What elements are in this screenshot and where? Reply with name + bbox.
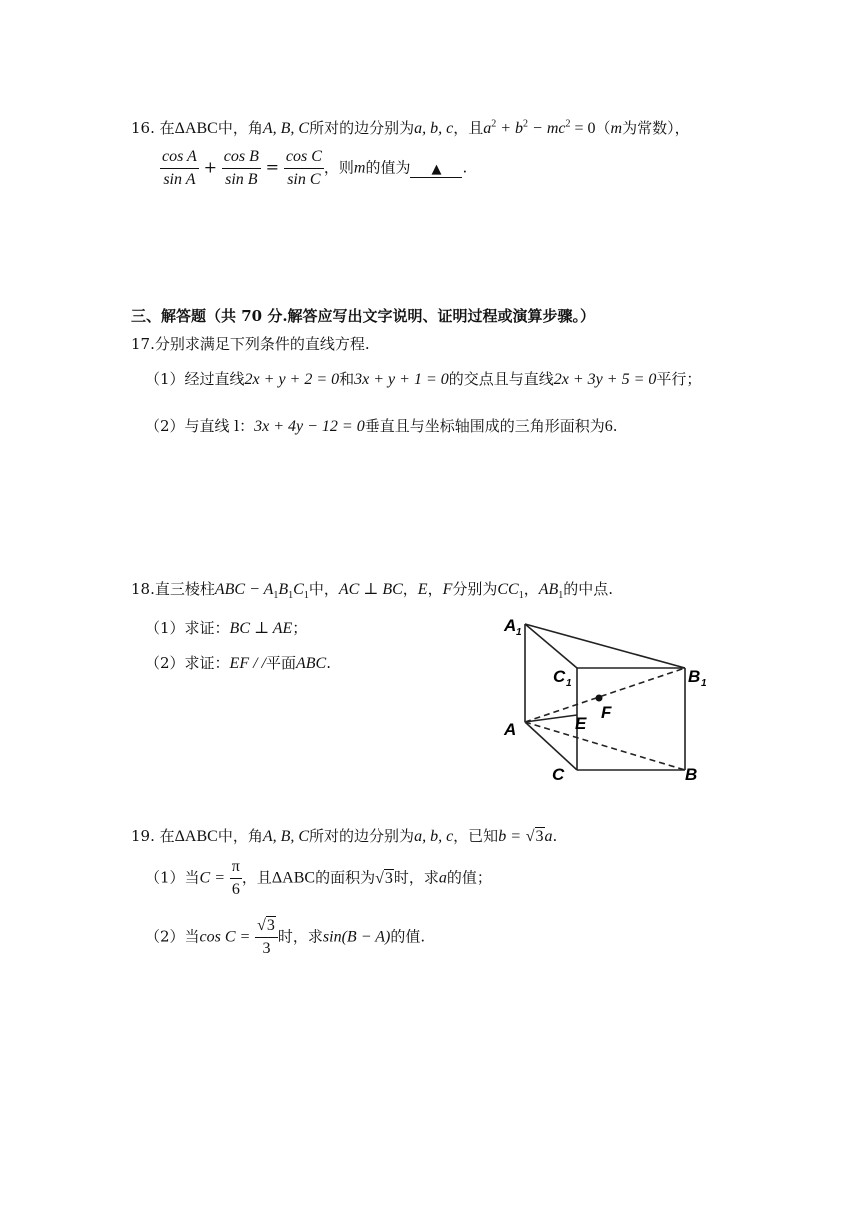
frac-cosA-sinA: $\frac{\text{cos A}}{\text{sin A}}$ bbox=[162, 148, 197, 188]
label-A1: A bbox=[504, 616, 517, 635]
point-F bbox=[596, 695, 603, 702]
frac-cosC-sinC: $\frac{\text{cos C}}{\text{sin C}}$ bbox=[285, 148, 322, 188]
label-A: A bbox=[504, 720, 517, 739]
q16-line1: 16. 在ΔABC中，角A, B, C所对的边分别为a, b, c，且$a^2 + b^2 - mc^2 = 0(m$为常数）， bbox=[131, 118, 690, 137]
label-C: C bbox=[552, 765, 565, 784]
q17-stem: 17.分别求满足下列条件的直线方程. bbox=[131, 335, 370, 353]
q18-stem: 18.直三棱柱ABC − $A_1B_1C_1$中，AC ⊥ BC，E，F分别为$CC_1$，$AB_1$的中点. bbox=[131, 580, 614, 602]
prism-figure bbox=[495, 608, 715, 788]
edge-AB-hidden bbox=[525, 722, 685, 770]
q19-part2: （2）当cos C = $\frac{√3}{3}$ 时，求sin(B − A)的值. bbox=[145, 917, 426, 957]
q17-part2: （2）与直线 l：3x + 4y − 12 = 0垂直且与坐标轴围成的三角形面积为6. bbox=[145, 417, 618, 435]
label-B1: B bbox=[688, 667, 701, 686]
q16-line2: $\frac{\text{cos A}}{\text{sin A}}$ + $\frac{\text{cos B}}{\text{sin B}}$ = $\frac{\text{cos C}}{\text{sin C}}$ ，则m的值为 ▲ . bbox=[162, 148, 468, 188]
q18-part2: （2）求证：EF / /平面ABC. bbox=[145, 654, 331, 672]
segment-AE bbox=[525, 715, 577, 722]
edge-AC bbox=[525, 722, 577, 770]
svg-text:1: 1 bbox=[701, 678, 707, 689]
answer-blank: ▲ bbox=[410, 162, 462, 178]
label-C1: C bbox=[553, 667, 566, 686]
label-F: F bbox=[601, 703, 612, 722]
q19-stem: 19. 在ΔABC中，角A, B, C所对的边分别为a, b, c，已知b = √3a. bbox=[131, 827, 558, 845]
q18-part1: （1）求证：BC ⊥ AE； bbox=[145, 619, 308, 637]
label-E: E bbox=[575, 714, 587, 733]
section-3-title: 三、解答题（共 70 分.解答应写出文字说明、证明过程或演算步骤。） bbox=[131, 307, 596, 325]
q16-condition: $a^2 + b^2 - mc^2 = 0$ bbox=[483, 118, 596, 137]
svg-text:1: 1 bbox=[566, 678, 572, 689]
svg-text:1: 1 bbox=[516, 627, 522, 638]
q19-part1: （1）当C = $\frac{\pi}{6}$ ，且ΔABC的面积为√3时，求a的值； bbox=[145, 858, 492, 898]
label-B: B bbox=[685, 765, 698, 784]
edge-A1B1 bbox=[525, 624, 685, 668]
frac-cosB-sinB: $\frac{\text{cos B}}{\text{sin B}}$ bbox=[223, 148, 259, 188]
q16-number: 16. bbox=[131, 119, 155, 137]
q17-part1: （1）经过直线2x + y + 2 = 0和3x + y + 1 = 0的交点且与直线2x + 3y + 5 = 0平行； bbox=[145, 370, 702, 388]
